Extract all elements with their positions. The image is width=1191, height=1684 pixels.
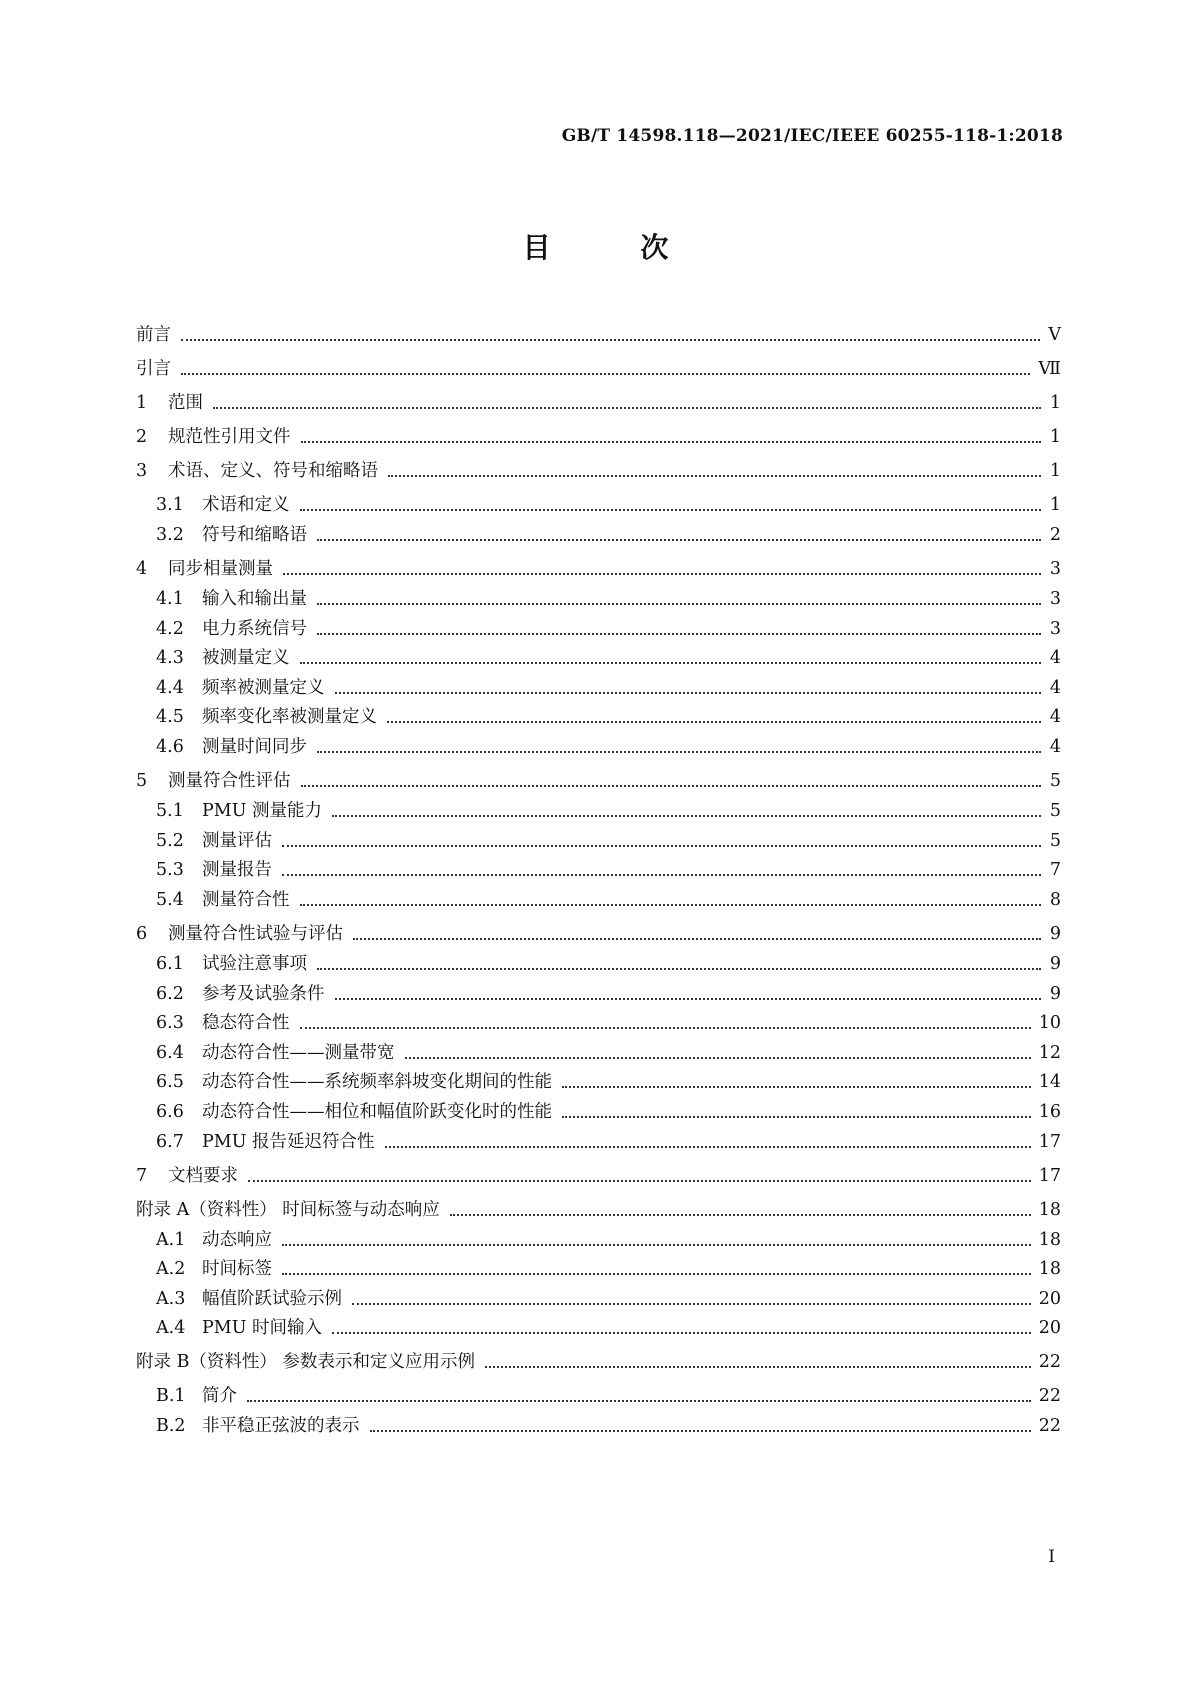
dot-leader: [300, 1027, 1031, 1029]
toc-entry-page: 22: [1038, 1416, 1061, 1436]
toc-entry-page: 1: [1049, 495, 1061, 515]
toc-entry-title: 动态响应: [202, 1230, 272, 1250]
toc-entry[interactable]: [136, 768, 1061, 794]
toc-entry-page: 18: [1038, 1200, 1061, 1220]
toc-entry-title: 动态符合性——相位和幅值阶跃变化时的性能: [202, 1102, 552, 1122]
toc-entry-number: 3.1: [156, 495, 184, 515]
toc-entry[interactable]: [136, 322, 1061, 348]
toc-entry-title: 动态符合性——系统频率斜坡变化期间的性能: [202, 1072, 552, 1092]
toc-entry[interactable]: [156, 951, 1061, 977]
dot-leader: [248, 1180, 1031, 1182]
toc-entry-number: A.4: [156, 1318, 186, 1338]
toc-entry-title: 符号和缩略语: [202, 525, 307, 545]
toc-entry[interactable]: [136, 1349, 1061, 1375]
toc-entry[interactable]: [156, 1315, 1061, 1341]
toc-entry[interactable]: [156, 645, 1061, 671]
toc-entry[interactable]: [136, 1197, 1061, 1223]
toc-entry-page: 22: [1038, 1386, 1061, 1406]
toc-entry[interactable]: [156, 522, 1061, 548]
toc-entry-page: 4: [1049, 648, 1061, 668]
toc-entry-page: Ⅶ: [1038, 359, 1061, 379]
toc-entry-title: 幅值阶跃试验示例: [202, 1289, 342, 1309]
toc-entry-title: 附录 B（资料性） 参数表示和定义应用示例: [136, 1352, 475, 1372]
toc-entry-title: 参考及试验条件: [202, 984, 325, 1004]
toc-entry-number: 5: [136, 771, 148, 791]
dot-leader: [317, 633, 1041, 635]
toc-entry-title: 前言: [136, 325, 171, 345]
dot-leader: [335, 998, 1042, 1000]
dot-leader: [282, 874, 1041, 876]
toc-entry-title: 术语和定义: [202, 495, 290, 515]
toc-entry-title: 术语、定义、符号和缩略语: [168, 461, 378, 481]
dot-leader: [301, 785, 1042, 787]
toc-entry-number: 7: [136, 1166, 148, 1186]
toc-entry-title: 稳态符合性: [202, 1013, 290, 1033]
toc-entry-page: 22: [1038, 1352, 1061, 1372]
dot-leader: [317, 539, 1041, 541]
toc-entry-number: 5.1: [156, 801, 184, 821]
toc-entry-title: 引言: [136, 359, 171, 379]
toc-entry-title: 测量符合性试验与评估: [168, 924, 343, 944]
toc-entry-page: 1: [1049, 427, 1061, 447]
toc-entry[interactable]: [156, 1010, 1061, 1036]
toc-entry-number: 2: [136, 427, 148, 447]
toc-entry-page: 20: [1038, 1289, 1061, 1309]
toc-entry-title: 附录 A（资料性） 时间标签与动态响应: [136, 1200, 440, 1220]
toc-entry-number: 4.1: [156, 589, 184, 609]
toc-entry-page: 18: [1038, 1230, 1061, 1250]
toc-entry-page: 5: [1049, 771, 1061, 791]
toc-entry[interactable]: [156, 798, 1061, 824]
toc-entry[interactable]: [156, 1256, 1061, 1282]
dot-leader: [387, 721, 1041, 723]
toc-entry-number: 3.2: [156, 525, 184, 545]
page-title: 目 次: [522, 231, 709, 264]
toc-entry[interactable]: [136, 356, 1061, 382]
toc-entry-page: 10: [1038, 1013, 1061, 1033]
toc-entry-number: 5.2: [156, 831, 184, 851]
dot-leader: [485, 1366, 1031, 1368]
toc-entry-number: 4.5: [156, 707, 184, 727]
dot-leader: [353, 938, 1041, 940]
toc-entry-title: 电力系统信号: [202, 619, 307, 639]
dot-leader: [181, 373, 1030, 375]
dot-leader: [317, 603, 1041, 605]
toc-entry-title: 测量评估: [202, 831, 272, 851]
toc-entry-title: 动态符合性——测量带宽: [202, 1043, 395, 1063]
toc-entry[interactable]: [136, 921, 1061, 947]
toc-entry-number: A.3: [156, 1289, 186, 1309]
dot-leader: [282, 1273, 1031, 1275]
dot-leader: [213, 407, 1041, 409]
toc-entry[interactable]: [156, 1286, 1061, 1312]
toc-entry-number: 6.7: [156, 1132, 184, 1152]
toc-entry-page: 17: [1038, 1166, 1061, 1186]
toc-entry-number: A.1: [156, 1230, 186, 1250]
toc-entry-number: 4.3: [156, 648, 184, 668]
toc-entry-page: 20: [1038, 1318, 1061, 1338]
toc-entry-page: 1: [1049, 393, 1061, 413]
toc-entry-page: 4: [1049, 707, 1061, 727]
toc-entry-page: 5: [1049, 831, 1061, 851]
dot-leader: [370, 1430, 1031, 1432]
toc-entry-number: 6.1: [156, 954, 184, 974]
dot-leader: [300, 662, 1042, 664]
toc-entry-title: 频率变化率被测量定义: [202, 707, 377, 727]
dot-leader: [385, 1146, 1031, 1148]
toc-entry[interactable]: [156, 1227, 1061, 1253]
toc-entry[interactable]: [156, 1413, 1061, 1439]
toc-entry-page: 9: [1049, 924, 1061, 944]
dot-leader: [282, 845, 1041, 847]
toc-entry-title: 测量符合性评估: [168, 771, 291, 791]
toc-entry-number: 4.4: [156, 678, 184, 698]
toc-entry[interactable]: [136, 1163, 1061, 1189]
toc-entry[interactable]: [156, 704, 1061, 730]
toc-entry[interactable]: [156, 616, 1061, 642]
toc-entry[interactable]: [156, 1129, 1061, 1155]
toc-entry-page: 1: [1049, 461, 1061, 481]
dot-leader: [562, 1086, 1031, 1088]
toc-entry-page: 4: [1049, 737, 1061, 757]
dot-leader: [450, 1214, 1031, 1216]
toc-entry-title: 被测量定义: [202, 648, 290, 668]
toc-entry-number: 6.3: [156, 1013, 184, 1033]
toc-entry[interactable]: [156, 1040, 1061, 1066]
toc-entry-number: B.1: [156, 1386, 186, 1406]
toc-entry-title: 频率被测量定义: [202, 678, 325, 698]
toc-entry[interactable]: [156, 734, 1061, 760]
toc-entry-title: 时间标签: [202, 1259, 272, 1279]
toc-entry[interactable]: [156, 857, 1061, 883]
toc-entry-page: Ⅴ: [1048, 325, 1061, 345]
toc-entry-number: 6.2: [156, 984, 184, 1004]
toc-entry-title: 试验注意事项: [202, 954, 307, 974]
toc-entry-number: 5.4: [156, 890, 184, 910]
toc-entry-number: 4.6: [156, 737, 184, 757]
toc-entry-number: 5.3: [156, 860, 184, 880]
toc-entry[interactable]: [136, 458, 1061, 484]
toc-entry[interactable]: [136, 556, 1061, 582]
toc-entry-title: PMU 报告延迟符合性: [202, 1132, 375, 1152]
toc-entry-page: 3: [1049, 559, 1061, 579]
toc-entry[interactable]: [156, 1383, 1061, 1409]
toc-entry-page: 17: [1038, 1132, 1061, 1152]
toc-entry-page: 7: [1049, 860, 1061, 880]
toc-entry-title: 文档要求: [168, 1166, 238, 1186]
toc-entry-title: 输入和输出量: [202, 589, 307, 609]
dot-leader: [317, 968, 1041, 970]
toc-entry-number: B.2: [156, 1416, 186, 1436]
toc-entry[interactable]: [156, 1069, 1061, 1095]
dot-leader: [332, 815, 1041, 817]
dot-leader: [352, 1303, 1031, 1305]
toc-entry-page: 14: [1038, 1072, 1061, 1092]
toc-entry-page: 8: [1049, 890, 1061, 910]
toc-entry[interactable]: [156, 828, 1061, 854]
toc-entry-number: 1: [136, 393, 148, 413]
dot-leader: [301, 441, 1042, 443]
dot-leader: [317, 751, 1041, 753]
dot-leader: [405, 1057, 1031, 1059]
toc-entry[interactable]: [156, 887, 1061, 913]
page-number: I: [1048, 1547, 1055, 1567]
toc-entry-number: 6.4: [156, 1043, 184, 1063]
toc-entry-number: 3: [136, 461, 148, 481]
toc-entry[interactable]: [156, 492, 1061, 518]
dot-leader: [300, 509, 1042, 511]
toc-entry-title: 测量时间同步: [202, 737, 307, 757]
toc-entry[interactable]: [156, 586, 1061, 612]
toc-entry-title: 范围: [168, 393, 203, 413]
toc-entry-page: 18: [1038, 1259, 1061, 1279]
standard-code: GB/T 14598.118—2021/IEC/IEEE 60255-118-1:2018: [561, 126, 1063, 146]
dot-leader: [282, 1244, 1031, 1246]
toc-entry-number: 6: [136, 924, 148, 944]
toc-entry-number: 6.5: [156, 1072, 184, 1092]
toc-entry-page: 3: [1049, 619, 1061, 639]
toc-entry-number: 4: [136, 559, 148, 579]
toc-entry-number: 6.6: [156, 1102, 184, 1122]
toc-entry-title: 测量符合性: [202, 890, 290, 910]
dot-leader: [181, 339, 1040, 341]
toc-entry-number: A.2: [156, 1259, 186, 1279]
toc-entry-page: 3: [1049, 589, 1061, 609]
toc-entry-page: 5: [1049, 801, 1061, 821]
toc-entry-title: 同步相量测量: [168, 559, 273, 579]
toc-entry[interactable]: [156, 981, 1061, 1007]
toc-entry[interactable]: [136, 390, 1061, 416]
toc-entry[interactable]: [156, 1099, 1061, 1125]
dot-leader: [300, 904, 1042, 906]
toc-entry-page: 2: [1049, 525, 1061, 545]
toc-entry-title: PMU 时间输入: [202, 1318, 323, 1338]
toc-entry-page: 9: [1049, 954, 1061, 974]
toc-entry-title: 测量报告: [202, 860, 272, 880]
dot-leader: [332, 1332, 1031, 1334]
toc-entry-page: 16: [1038, 1102, 1061, 1122]
toc-entry-page: 4: [1049, 678, 1061, 698]
toc-entry-number: 4.2: [156, 619, 184, 639]
toc-entry-title: 非平稳正弦波的表示: [202, 1416, 360, 1436]
toc-entry[interactable]: [156, 675, 1061, 701]
toc-entry-title: 简介: [202, 1386, 237, 1406]
toc-entry-title: 规范性引用文件: [168, 427, 291, 447]
toc-entry-page: 12: [1038, 1043, 1061, 1063]
toc-entry-page: 9: [1049, 984, 1061, 1004]
dot-leader: [562, 1116, 1031, 1118]
dot-leader: [335, 692, 1042, 694]
dot-leader: [283, 573, 1041, 575]
dot-leader: [388, 475, 1041, 477]
toc-entry[interactable]: [136, 424, 1061, 450]
dot-leader: [247, 1400, 1031, 1402]
toc-entry-title: PMU 测量能力: [202, 801, 323, 821]
